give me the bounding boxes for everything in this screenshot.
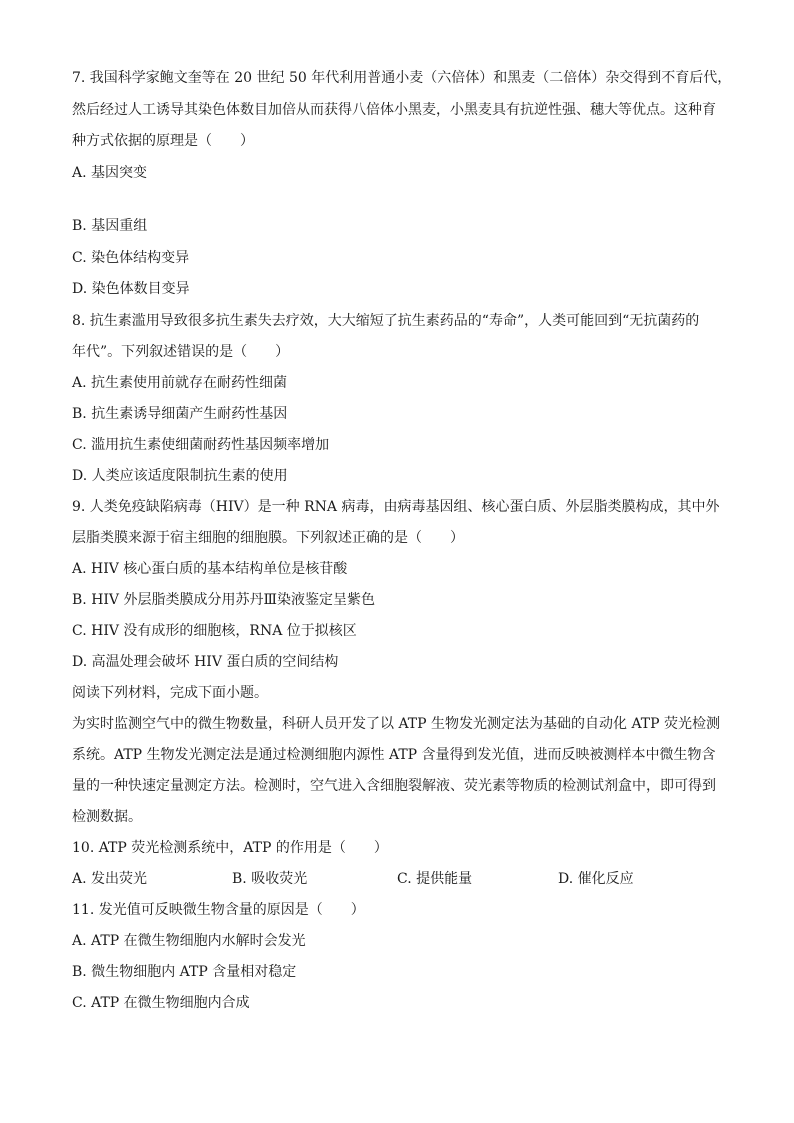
question-10 (72, 833, 724, 895)
question-10-stem: 10. ATP 荧光检测系统中，ATP 的作用是（ ） (72, 839, 388, 856)
question-8-option-d: D. 人类应该适度限制抗生素的使用 (72, 467, 288, 484)
question-10-option-c: C. 提供能量 (397, 870, 473, 887)
question-9-option-c: C. HIV 没有成形的细胞核，RNA 位于拟核区 (72, 622, 357, 639)
question-8 (72, 306, 724, 492)
question-8-stem-line: 年代”。下列叙述错误的是（ ） (72, 343, 290, 360)
reading-instruction: 阅读下列材料，完成下面小题。 (72, 684, 268, 701)
question-9-option-d: D. 高温处理会破坏 HIV 蛋白质的空间结构 (72, 653, 339, 670)
question-11-option-a: A. ATP 在微生物细胞内水解时会发光 (72, 932, 306, 949)
question-9-stem-line: 层脂类膜来源于宿主细胞的细胞膜。下列叙述正确的是（ ） (72, 529, 464, 546)
question-8-option-c: C. 滥用抗生素使细菌耐药性基因频率增加 (72, 436, 330, 453)
material-paragraph-line: 检测数据。 (72, 808, 142, 825)
reading-material (72, 678, 724, 833)
question-11-stem: 11. 发光值可反映微生物含量的原因是（ ） (72, 901, 365, 918)
question-9-option-a: A. HIV 核心蛋白质的基本结构单位是核苷酸 (72, 560, 348, 577)
question-7-stem-line: 种方式依据的原理是（ ） (72, 133, 254, 149)
question-7-stem-line: 然后经过人工诱导其染色体数目加倍从而获得八倍体小黑麦，小黑麦具有抗逆性强、穗大等优点。这种育 (72, 101, 716, 118)
question-9 (72, 492, 724, 678)
material-paragraph-line: 为实时监测空气中的微生物数量，科研人员开发了以 ATP 生物发光测定法为基础的自动化 ATP 荧光检测 (72, 715, 721, 732)
question-11 (72, 895, 724, 1019)
question-10-option-b: B. 吸收荧光 (232, 870, 308, 887)
question-10-option-a: A. 发出荧光 (72, 870, 148, 887)
question-7-option-b: B. 基因重组 (72, 218, 148, 234)
question-7-stem-line: 7. 我国科学家鲍文奎等在 20 世纪 50 年代利用普通小麦（六倍体）和黑麦（二倍体）杂交得到不育后代， (72, 70, 732, 86)
question-8-option-a: A. 抗生素使用前就存在耐药性细菌 (72, 374, 288, 391)
question-11-option-c: C. ATP 在微生物细胞内合成 (72, 994, 250, 1011)
question-8-option-b: B. 抗生素诱导细菌产生耐药性基因 (72, 405, 288, 422)
material-paragraph-line: 量的一种快速定量测定方法。检测时，空气进入含细胞裂解液、荧光素等物质的检测试剂盒中，即可得到 (72, 777, 716, 794)
exam-page (72, 63, 732, 1019)
question-9-stem-line: 9. 人类免疫缺陷病毒（HIV）是一种 RNA 病毒，由病毒基因组、核心蛋白质、外层脂类膜构成，其中外 (72, 498, 720, 515)
question-10-option-d: D. 催化反应 (558, 870, 634, 887)
spacer (72, 189, 724, 211)
question-7-option-d: D. 染色体数目变异 (72, 281, 190, 297)
question-7 (72, 63, 732, 306)
material-paragraph-line: 系统。ATP 生物发光测定法是通过检测细胞内源性 ATP 含量得到发光值，进而反映被测样本中微生物含 (72, 746, 716, 763)
question-7-option-a: A. 基因突变 (72, 164, 148, 181)
question-7-option-c: C. 染色体结构变异 (72, 249, 190, 266)
question-10-options (72, 864, 724, 895)
question-8-stem-line: 8. 抗生素滥用导致很多抗生素失去疗效，大大缩短了抗生素药品的“寿命”，人类可能回到“无抗菌药的 (72, 312, 700, 329)
question-9-option-b: B. HIV 外层脂类膜成分用苏丹Ⅲ染液鉴定呈紫色 (72, 591, 375, 608)
question-11-option-b: B. 微生物细胞内 ATP 含量相对稳定 (72, 963, 297, 980)
